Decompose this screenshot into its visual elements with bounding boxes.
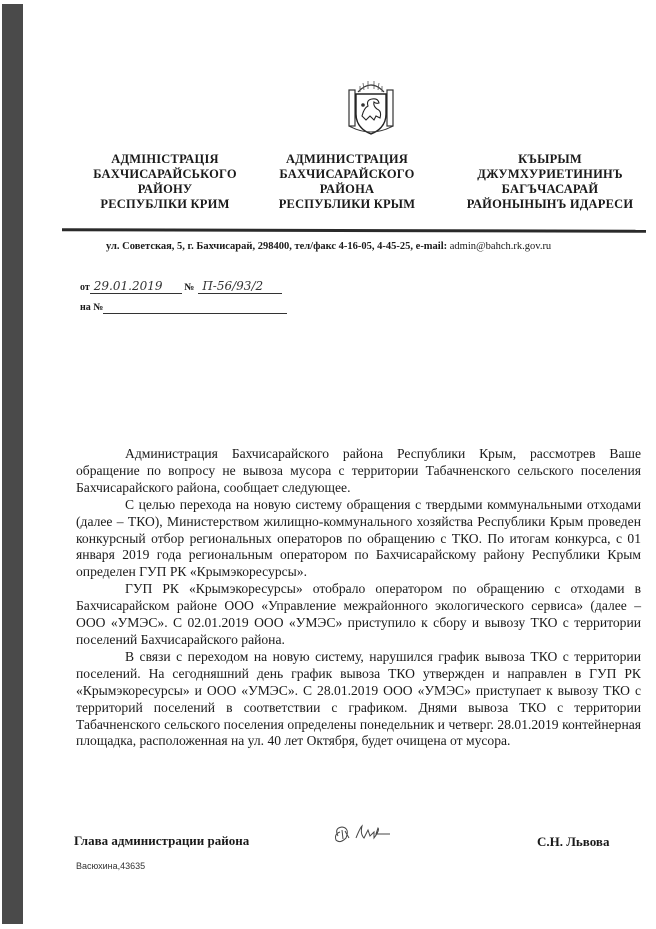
body-paragraph: Администрация Бахчисарайского района Республики Крым, рассмотрев Ваше обращение по вопросу не вывоза мусора с территории Табачненского сельского поселения Бахчисарайского района, сообщает следующее. bbox=[76, 446, 641, 495]
handwritten-signature-icon bbox=[330, 822, 400, 848]
org-name-russian bbox=[262, 152, 432, 212]
signatory-name: С.Н. Львова bbox=[537, 834, 610, 849]
letter-body bbox=[76, 446, 641, 750]
date-label: от bbox=[80, 282, 90, 293]
registration-date-number bbox=[80, 279, 282, 294]
number-label: № bbox=[184, 282, 195, 293]
reference-value bbox=[103, 299, 287, 314]
body-paragraph: ГУП РК «Крымэкоресурсы» отобрало оператором по обращению с отходами в Бахчисарайском районе ООО «Управление межрайонного экологического сервиса» (далее – ООО «УМЭС». С 02.01.2019 ООО «УМЭС» приступило к сбору и вывозу ТКО с территории поселений Бахчисарайского района. bbox=[76, 581, 641, 647]
org-ua-line: РЕСПУБЛІКИ КРИМ bbox=[100, 197, 230, 211]
signatory-title: Глава администрации района bbox=[74, 833, 250, 848]
address-text: ул. Советская, 5, г. Бахчисарай, 298400, тел/факс 4-16-05, 4-45-25, e-mail: bbox=[106, 241, 448, 252]
registration-reference bbox=[80, 299, 287, 314]
org-ua-line: РАЙОНУ bbox=[137, 182, 193, 196]
number-value: П-56/93/2 bbox=[198, 279, 282, 294]
email-link[interactable]: admin@bahch.rk.gov.ru bbox=[449, 241, 552, 252]
body-paragraph: С целью перехода на новую систему обращения с твердыми коммунальными отходами (далее – ТКО), Министерством жилищно-коммунального хозяйства Республики Крым проведен конкурсный отбор региональных операторов по обращению с ТКО. По итогам конкурса, с 01 января 2019 года региональным оператором по Бахчисарайскому району Республики Крым определен ГУП РК «Крымэкоресурсы». bbox=[76, 496, 641, 580]
org-ru-line: АДМИНИСТРАЦИЯ bbox=[285, 152, 409, 166]
org-ct-line: КЪЫРЫМ bbox=[518, 152, 582, 166]
letterhead-divider bbox=[62, 228, 646, 233]
address-line bbox=[106, 241, 551, 252]
scan-edge-strip bbox=[2, 4, 23, 924]
body-paragraph: В связи с переходом на новую систему, нарушился график вывоза ТКО с территории поселений. На сегодняшний день график вывоза ТКО утвержден и направлен в ГУП РК «Крымэкоресурсы» и ООО «УМЭС». С 28.01.2019 ООО «УМЭС» приступает к вывозу ТКО с территорий поселений в соответствии с графиком. Днями вывоза ТКО с территории Табачненского сельского поселения определены понедельник и четверг. 28.01.2019 контейнерная площадка, расположенная на ул. 40 лет Октября, будет очищена от мусора. bbox=[76, 648, 641, 749]
org-ua-line: АДМІНІСТРАЦІЯ bbox=[111, 152, 219, 166]
org-name-crimean-tatar bbox=[455, 152, 645, 212]
org-ua-line: БАХЧИСАРАЙСЬКОГО bbox=[93, 167, 237, 181]
executor-note: Васюхина,43635 bbox=[76, 861, 146, 871]
reference-label: на № bbox=[80, 302, 104, 313]
org-ru-line: РЕСПУБЛИКИ КРЫМ bbox=[278, 197, 416, 211]
org-name-ukrainian bbox=[80, 152, 250, 212]
org-ct-line: РАЙОНЫНЫНЪ ИДАРЕСИ bbox=[466, 197, 634, 211]
org-ct-line: ДЖУМХУРИЕТИНИНЪ bbox=[477, 167, 623, 181]
crimea-coat-of-arms-icon bbox=[346, 80, 396, 136]
date-value: 29.01.2019 bbox=[90, 279, 182, 294]
org-ct-line: БАГЪЧАСАРАЙ bbox=[501, 182, 599, 196]
org-ru-line: БАХЧИСАРАЙСКОГО bbox=[279, 167, 415, 181]
org-ru-line: РАЙОНА bbox=[319, 182, 375, 196]
